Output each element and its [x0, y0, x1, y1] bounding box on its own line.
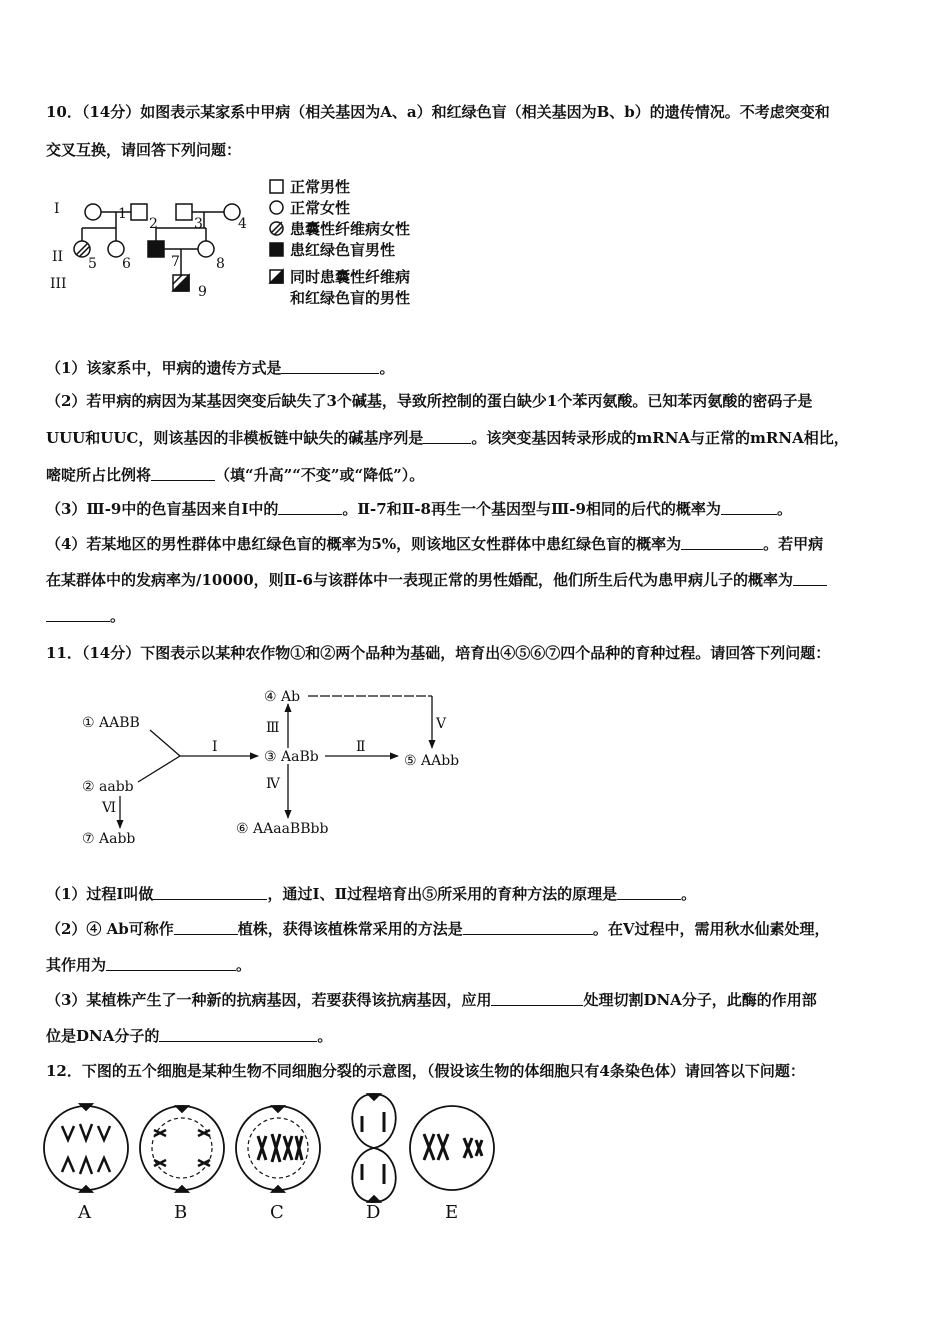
- legend-normal-female-icon: [270, 201, 283, 214]
- q10-stem-line1: 10．（14分）如图表示某家系中甲病（相关基因为A、a）和红绿色盲（相关基因为B、b）的遗传情况。不考虑突变和: [46, 103, 830, 121]
- cell-D: [352, 1094, 396, 1202]
- cell-A: [44, 1104, 128, 1192]
- q10-sub2-line3: 嘧啶所占比例将 （填“升高”“不变”或“降低”）。: [46, 466, 425, 484]
- q10-sub4-line2: 在某群体中的发病率为/10000，则Ⅱ-6与该群体中一表现正常的男性婚配，他们所生后代为患甲病儿子的概率为: [46, 570, 920, 590]
- label-5: 5: [88, 256, 97, 272]
- gen-label-3: III: [50, 276, 67, 292]
- legend-colorblind-male-icon: [270, 243, 283, 256]
- cell-label-D: D: [366, 1202, 381, 1223]
- label-1: 1: [118, 206, 127, 222]
- legend-normal-male-icon: [270, 180, 283, 193]
- node-4: ④ Ab: [264, 689, 301, 705]
- answer-blank[interactable]: [463, 920, 593, 935]
- cell-label-B: B: [174, 1202, 188, 1223]
- answer-blank[interactable]: [281, 359, 379, 374]
- process-VI: Ⅵ: [102, 800, 117, 816]
- node-1: ① AABB: [82, 715, 140, 731]
- label-7: 7: [171, 254, 180, 270]
- answer-blank[interactable]: [106, 956, 236, 971]
- label-6: 6: [122, 256, 131, 272]
- process-I: Ⅰ: [212, 739, 218, 755]
- answer-blank[interactable]: [793, 571, 827, 586]
- cell-label-A: A: [78, 1202, 91, 1223]
- label-8: 8: [216, 256, 225, 272]
- answer-blank[interactable]: [159, 1027, 317, 1042]
- node-7: ⑦ Aabb: [82, 831, 136, 847]
- process-IV: Ⅳ: [266, 776, 280, 792]
- process-V: Ⅴ: [436, 716, 447, 732]
- individual-2-male: [131, 204, 147, 220]
- q10-sub2-line2: UUU和UUC，则该基因的非模板链中缺失的碱基序列是 。该突变基因转录形成的mRNA与正常的mRNA相比，: [46, 429, 849, 447]
- individual-1-female: [85, 204, 101, 220]
- answer-blank[interactable]: [278, 500, 342, 515]
- process-II: Ⅱ: [356, 739, 366, 755]
- q11-sub2-line2: 其作用为 。: [46, 956, 252, 974]
- answer-blank[interactable]: [423, 429, 471, 444]
- answer-blank[interactable]: [681, 535, 763, 550]
- q10-stem-line2: 交叉互换，请回答下列问题：: [46, 141, 242, 159]
- legend-colorblind-male: 患红绿色盲男性: [290, 241, 396, 259]
- gen-label-1: I: [54, 201, 60, 217]
- legend-both-male-2: 和红绿色盲的男性: [290, 289, 411, 307]
- cell-label-E: E: [445, 1202, 459, 1223]
- individual-3-male: [176, 204, 192, 220]
- cell-B: [140, 1106, 224, 1192]
- node-5: ⑤ AAbb: [404, 753, 460, 769]
- q11-sub3-line2: 位是DNA分子的 。: [46, 1027, 333, 1045]
- q11-sub1: （1）过程Ⅰ叫做 ，通过Ⅰ、Ⅱ过程培育出⑤所采用的育种方法的原理是 。: [46, 885, 697, 903]
- pedigree-figure: [44, 172, 444, 312]
- legend-normal-male: 正常男性: [290, 178, 351, 196]
- label-9: 9: [198, 284, 207, 300]
- q10-sub1: （1）该家系中，甲病的遗传方式是 。: [46, 359, 395, 377]
- legend-both-male-1: 同时患囊性纤维病: [290, 268, 411, 286]
- cell-E: [410, 1106, 494, 1190]
- q12-stem: 12．下图的五个细胞是某种生物不同细胞分裂的示意图，（假设该生物的体细胞只有4条染色体）请回答以下问题：: [46, 1062, 805, 1080]
- cell-division-figure: [40, 1090, 500, 1230]
- answer-blank[interactable]: [491, 991, 583, 1006]
- breeding-diagram: [80, 682, 480, 852]
- node-3: ③ AaBb: [264, 749, 319, 765]
- answer-blank[interactable]: [46, 607, 110, 622]
- q10-sub3: （3）Ⅲ-9中的色盲基因来自Ⅰ中的 。Ⅱ-7和Ⅱ-8再生一个基因型与Ⅲ-9相同的后代的概率为 。: [46, 500, 792, 518]
- q11-sub3-line1: （3）某植株产生了一种新的抗病基因，若要获得该抗病基因，应用 处理切割DNA分子，此酶的作用部: [46, 991, 817, 1009]
- process-III: Ⅲ: [266, 720, 280, 736]
- gen-label-2: II: [52, 249, 64, 265]
- individual-6-female: [108, 241, 124, 257]
- label-2: 2: [149, 216, 158, 232]
- q10-sub2-line1: （2）若甲病的病因为某基因突变后缺失了3个碱基，导致所控制的蛋白缺少1个苯丙氨酸。已知苯丙氨酸的密码子是: [46, 392, 813, 410]
- label-3: 3: [194, 216, 203, 232]
- answer-blank[interactable]: [617, 885, 681, 900]
- individual-7-colorblind-male: [148, 241, 164, 257]
- answer-blank[interactable]: [153, 885, 267, 900]
- q10-sub4-line1: （4）若某地区的男性群体中患红绿色盲的概率为5%，则该地区女性群体中患红绿色盲的概率为 。若甲病: [46, 535, 824, 553]
- q11-sub2-line1: （2）④ Ab可称作 植株，获得该植株常采用的方法是 。在Ⅴ过程中，需用秋水仙素处理，: [46, 920, 830, 938]
- q11-stem: 11．（14分）下图表示以某种农作物①和②两个品种为基础，培育出④⑤⑥⑦四个品种的育种过程。请回答下列问题：: [46, 644, 831, 662]
- q10-sub4-line3: 。: [46, 606, 920, 626]
- answer-blank[interactable]: [174, 920, 238, 935]
- label-4: 4: [238, 216, 247, 232]
- answer-blank[interactable]: [721, 500, 777, 515]
- legend-normal-female: 正常女性: [290, 199, 351, 217]
- individual-8-female: [198, 241, 214, 257]
- node-2: ② aabb: [82, 779, 134, 795]
- answer-blank[interactable]: [151, 466, 215, 481]
- cell-label-C: C: [270, 1202, 284, 1223]
- cell-C: [236, 1106, 320, 1192]
- node-6: ⑥ AAaaBBbb: [236, 821, 329, 837]
- legend-cf-female: 患囊性纤维病女性: [290, 220, 411, 238]
